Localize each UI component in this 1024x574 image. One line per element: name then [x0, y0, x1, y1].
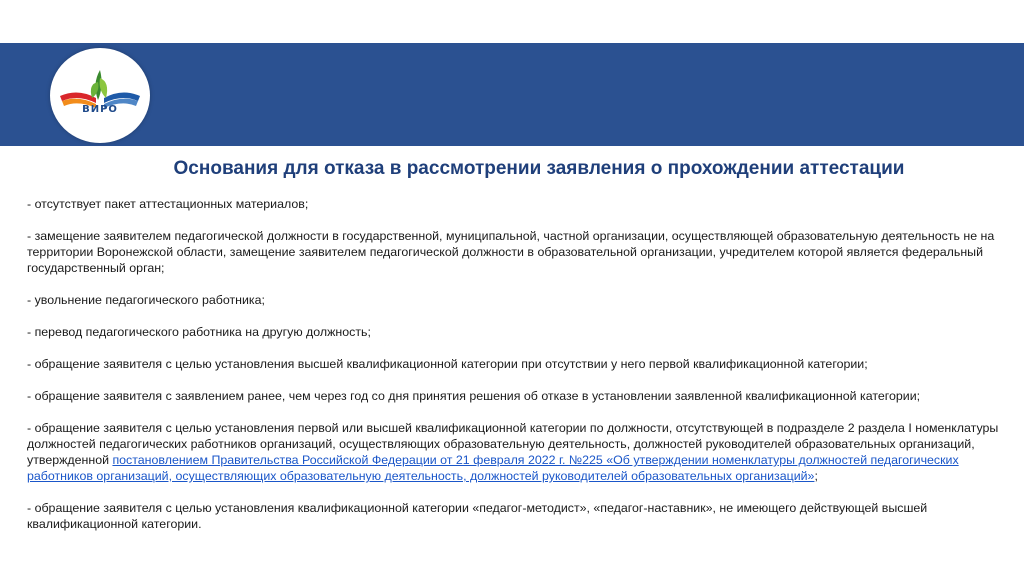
list-item: - отсутствует пакет аттестационных материалов;	[27, 197, 309, 211]
logo-text: ВИРО	[82, 104, 118, 115]
list-item: - обращение заявителя с целью установления высшей квалификационной категории при отсутствии у него первой квалификационной категории;	[27, 357, 868, 371]
list-item: - обращение заявителя с целью установления квалификационной категории «педагог-методист», «педагог-наставник», не имеющего действующей высшей квалификационной категории.	[27, 501, 928, 531]
header-band	[0, 43, 1024, 146]
slide-title: Основания для отказа в рассмотрении заявления о прохождении аттестации	[173, 158, 905, 179]
government-decree-link[interactable]: постановлением Правительства Российской Федерации от 21 февраля 2022 г. №225 «Об утверждении номенклатуры должностей педагогических работников организаций, осуществляющих образовательную деятельность, должностей руководителей образовательных организаций»	[27, 453, 959, 483]
list-item: - замещение заявителем педагогической должности в государственной, муниципальной, частной организации, осуществляющей образовательную деятельность не на территории Воронежской области, замещение заявителем педагогической должности в образовательной организации, учредителем которой является федеральный государственный орган;	[27, 229, 995, 275]
list-item-text: - обращение заявителя с целью установления первой или высшей квалификационной категории по должности, отсутствующей в подразделе 2 раздела I номенклатуры должностей педагогических работников организаций, осуществляющих образовательную деятельность, должностей руководителей образовательных организаций, утвержденной	[27, 421, 999, 467]
list-item: - увольнение педагогического работника;	[27, 293, 265, 307]
content-body	[27, 196, 1012, 548]
list-item: - перевод педагогического работника на другую должность;	[27, 325, 371, 339]
logo-emblem-icon	[50, 48, 150, 143]
viro-logo	[50, 48, 150, 143]
list-item-with-link	[27, 420, 1012, 484]
list-item: - обращение заявителя с заявлением ранее, чем через год со дня принятия решения об отказе в установлении заявленной квалификационной категории;	[27, 389, 921, 403]
list-item-text-end: ;	[814, 469, 818, 483]
